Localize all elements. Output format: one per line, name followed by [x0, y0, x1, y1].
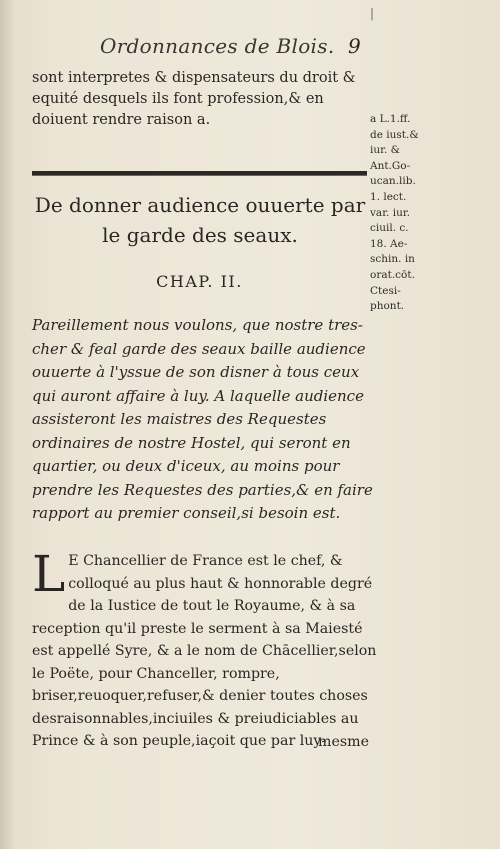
commentary-text: E Chancellier de France est le chef, & colloqué au plus haut & honnorable degré de la Iustice de tout le Royaume, & à sa reception qu'il preste le serment à sa Maiesté est appellé Syre, & a le nom de Chācellier,selon le Poëte, pour Chanceller, rompre, briser,reuoquer,refuser,& denier toutes choses desraisonnables,inciuiles & preiudiciables au Prince & à son peuple,iaçoit que par luy- — [32, 553, 377, 749]
page-gutter-shadow — [0, 0, 14, 849]
top-tick-mark: | — [370, 6, 375, 20]
margin-note-line: ucan.lib. — [370, 175, 416, 188]
margin-note-line: iur. & — [370, 144, 401, 157]
margin-note-line: 1. lect. — [370, 190, 407, 203]
margin-note-line: 18. Ae- — [370, 237, 408, 250]
commentary-paragraph — [32, 545, 377, 753]
section-heading: De donner audience ouuerte par le garde des seaux. — [34, 193, 366, 247]
margin-note-line: de iust.& — [370, 128, 419, 141]
margin-note-line: ciuil. c. — [370, 222, 409, 235]
margin-note-line: Ant.Go- — [370, 159, 411, 172]
running-head: Ordonnances de Blois. — [100, 34, 335, 58]
margin-note-line: orat.cōt. — [370, 268, 415, 281]
ornamental-rule — [32, 171, 367, 175]
margin-note-line: schin. in — [370, 253, 415, 266]
margin-note-line: a L.1.ff. — [370, 113, 411, 125]
margin-note-line: var. iur. — [370, 206, 411, 219]
margin-note — [370, 112, 442, 315]
drop-cap: L — [32, 545, 66, 603]
chapter-summary: Pareillement nous voulons, que nostre tres-cher & feal garde des seaux baille audience ouuerte à l'yssue de son disner à tous ceux qui auront affaire à luy. A laquelle audience assisteront les maistres des Requestes ordinaires de nostre Hostel, qui seront en quartier, ou deux d'iceux, au moins pour prendre les Requestes des parties,& en faire rapport au premier conseil,si besoin est. — [32, 316, 373, 522]
catchword: mesme — [318, 734, 369, 750]
page-number: 9 — [348, 34, 361, 58]
opening-paragraph: sont interpretes & dispensateurs du droit & equité desquels ils font profession,& en doiuent rendre raison a. — [32, 70, 356, 128]
margin-note-line: Ctesi- — [370, 284, 401, 297]
margin-note-line: phont. — [370, 300, 405, 313]
chapter-label: CHAP. II. — [156, 272, 243, 291]
